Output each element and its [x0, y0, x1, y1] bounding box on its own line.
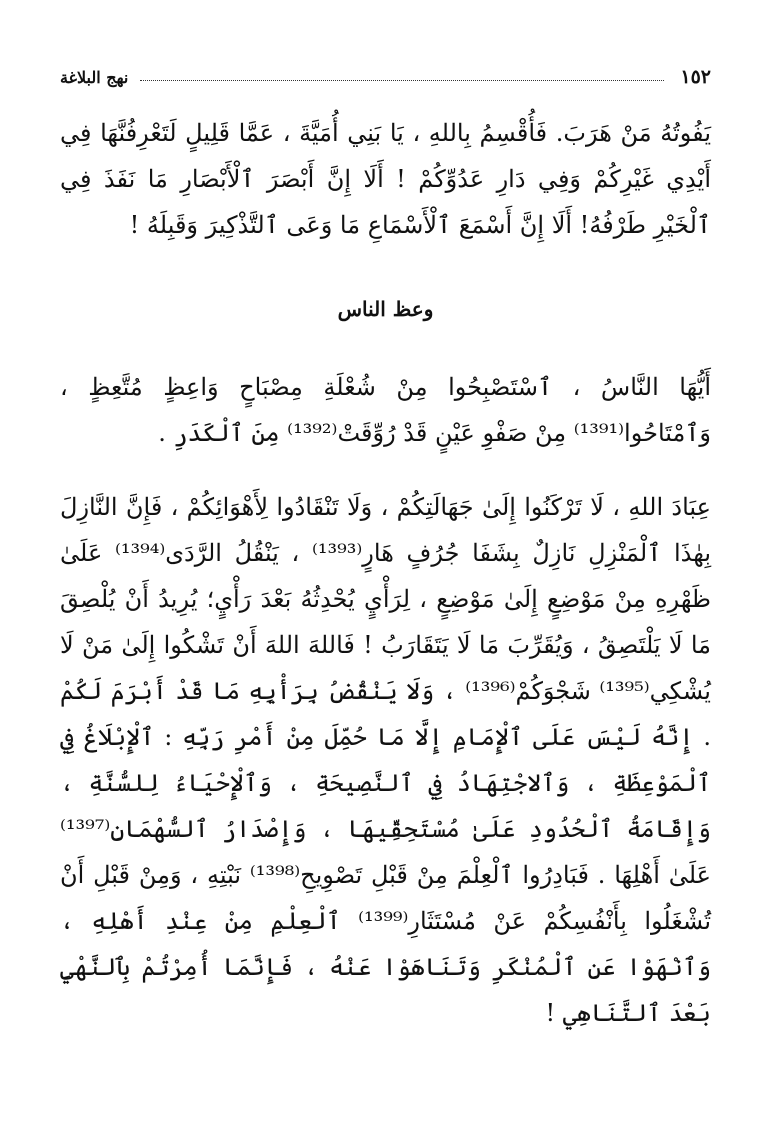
paragraph-continuation: يَفُوتُهُ مَنْ هَرَبَ. فَأُقْسِمُ بِاللهِ ، يَا بَنِي أُمَيَّةَ ، عَمَّا قَلِيلٍ لَتَعْرِفُنَّهَا فِي أَيْدِي غَيْرِكُمْ وَفِي دَارِ عَدُوِّكُمْ ! أَلَا إِنَّ أَبْصَرَ ٱلْأَبْصَارِ مَا نَفَذَ فِي ٱلْخَيْرِ طَرْفُهُ! أَلَا إِنَّ أَسْمَعَ ٱلْأَسْمَاعِ مَا وَعَى ٱلتَّذْكِيرَ وَقَبِلَهُ !	[60, 119, 711, 239]
page-number: ١٥٢	[680, 66, 711, 88]
dotted-leader	[140, 80, 664, 81]
section-heading: وعظ الناس	[337, 297, 434, 321]
book-title: نهج البلاغة	[60, 67, 129, 87]
running-header	[60, 62, 711, 92]
paragraph-exhortation: أَيُّهَا النَّاسُ ، ٱسْتَصْبِحُوا مِنْ شُعْلَةِ مِصْبَاحٍ وَاعِظٍ مُتَّعِظٍ ، وَٱمْتَاحُوا⁽¹³⁹¹⁾ مِنْ صَفْوِ عَيْنٍ قَدْ رُوِّقَتْ⁽¹³⁹²⁾ مِنَ ٱلْكَدَرِ .	[60, 373, 711, 447]
paragraph-servants-of-god: عِبَادَ اللهِ ، لَا تَرْكَنُوا إِلَىٰ جَهَالَتِكُمْ ، وَلَا تَنْقَادُوا لِأَهْوَائِكُمْ ، فَإِنَّ النَّازِلَ بِهٰذَا ٱلْمَنْزِلِ نَازِلٌ بِشَفَا جُرُفٍ هَارٍ⁽¹³⁹³⁾ ، يَنْقُلُ الرَّدَى⁽¹³⁹⁴⁾ عَلَىٰ ظَهْرِهِ مِنْ مَوْضِعٍ إِلَىٰ مَوْضِعٍ ، لِرَأْيٍ يُحْدِثُهُ بَعْدَ رَأْيٍ؛ يُرِيدُ أَنْ يُلْصِقَ مَا لَا يَلْتَصِقُ ، وَيُقَرِّبَ مَا لَا يَتَقَارَبُ ! فَاللهَ اللهَ أَنْ تَشْكُوا إِلَىٰ مَنْ لَا يُشْكِي⁽¹³⁹⁵⁾ شَجْوَكُمْ⁽¹³⁹⁶⁾ ، وَلَا يَنْقُضُ بِرَأْيِهِ مَا قَدْ أَبْرَمَ لَكُمْ . إِنَّهُ لَيْسَ عَلَى ٱلْإِمَامِ إِلَّا مَا حُمِّلَ مِنْ أَمْرِ رَبِّهِ : ٱلْإِبْلَاغُ فِي ٱلْمَوْعِظَةِ ، وَٱلاجْتِهَادُ فِي ٱلنَّصِيحَةِ ، وَٱلْإِحْيَاءُ لِلسُّنَّةِ ، وَإِقَامَةُ ٱلْحُدُودِ عَلَىٰ مُسْتَحِقِّيهَا ، وَإِصْدَارُ ٱلسُّهْمَانِ⁽¹³⁹⁷⁾ عَلَىٰ أَهْلِهَا . فَبَادِرُوا ٱلْعِلْمَ مِنْ قَبْلِ تَصْوِيحِ⁽¹³⁹⁸⁾ نَبْتِهِ ، وَمِنْ قَبْلِ أَنْ تُشْغَلُوا بِأَنْفُسِكُمْ عَنْ مُسْتَثَارِ⁽¹³⁹⁹⁾ ٱلْعِلْمِ مِنْ عِنْدِ أَهْلِهِ ، وَٱنْهَوْا عَنِ ٱلْمُنْكَرِ وَتَنَاهَوْا عَنْهُ ، فَإِنَّمَا أُمِرْتُمْ بِٱلنَّهْيِ بَعْدَ ٱلتَّنَاهِي !	[60, 493, 712, 1027]
